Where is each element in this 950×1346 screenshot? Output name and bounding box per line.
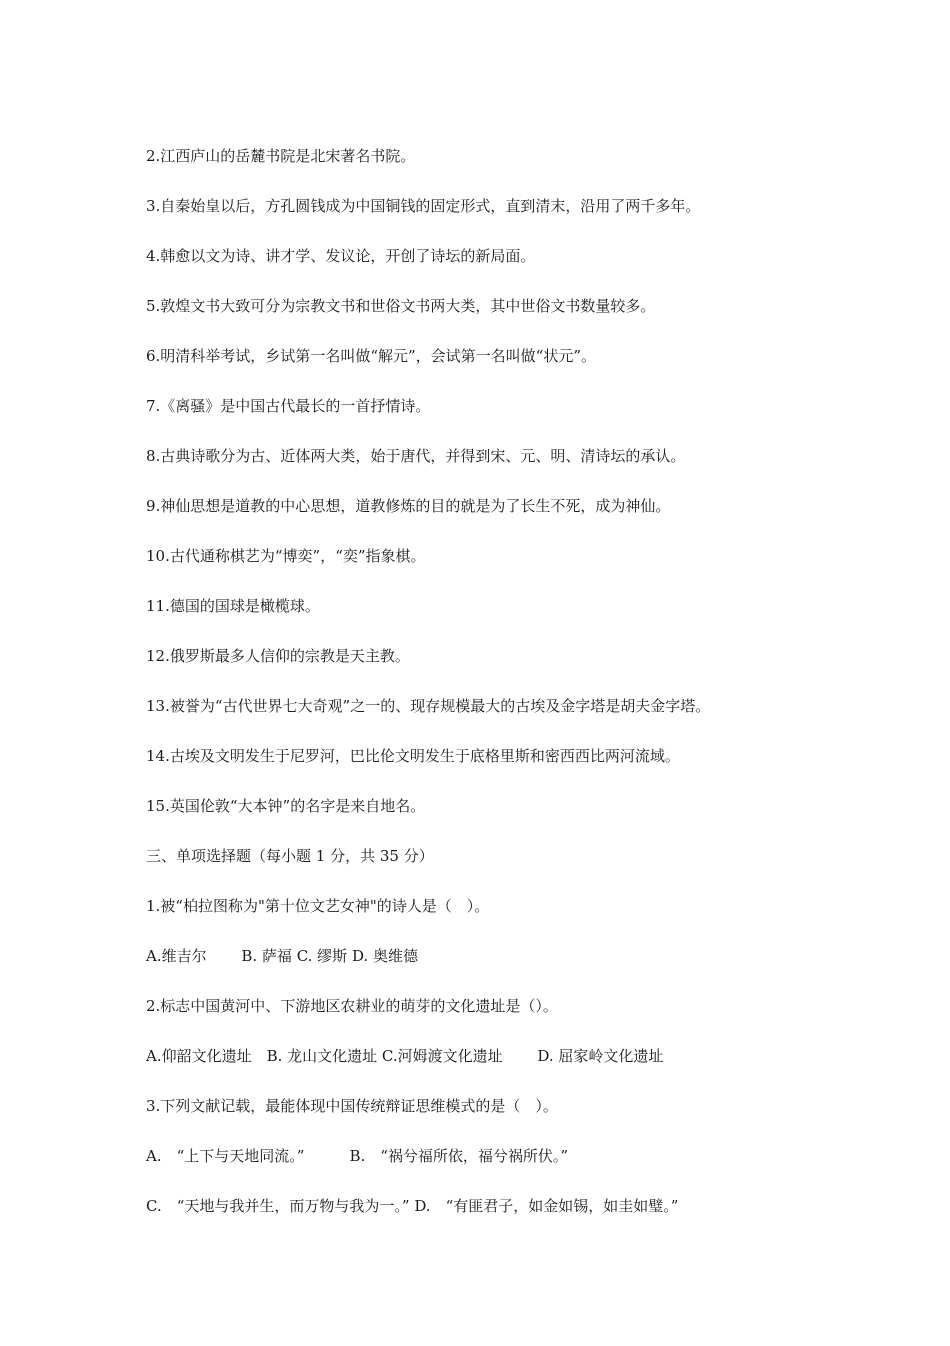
question-2-options: A.仰韶文化遗址 B. 龙山文化遗址 C.河姆渡文化遗址 D. 屈家岭文化遗址	[146, 1047, 664, 1065]
statement-3: 3.自秦始皇以后，方孔圆钱成为中国铜钱的固定形式，直到清末，沿用了两千多年。	[146, 197, 701, 215]
statement-8: 8.古典诗歌分为古、近体两大类，始于唐代，并得到宋、元、明、清诗坛的承认。	[146, 447, 686, 465]
question-1: 1.被“柏拉图称为"第十位文艺女神"的诗人是（ ）。	[146, 897, 490, 915]
statement-4: 4.韩愈以文为诗、讲才学、发议论，开创了诗坛的新局面。	[146, 247, 536, 265]
statement-11: 11.德国的国球是橄榄球。	[146, 597, 320, 615]
statement-15: 15.英国伦敦“大本钟”的名字是来自地名。	[146, 797, 426, 815]
statement-7: 7.《离骚》是中国古代最长的一首抒情诗。	[146, 397, 431, 415]
statement-9: 9.神仙思想是道教的中心思想，道教修炼的目的就是为了长生不死，成为神仙。	[146, 497, 671, 515]
question-3: 3.下列文献记载，最能体现中国传统辩证思维模式的是（ ）。	[146, 1097, 558, 1115]
statement-6: 6.明清科举考试，乡试第一名叫做“解元”，会试第一名叫做“状元”。	[146, 347, 596, 365]
statement-2: 2.江西庐山的岳麓书院是北宋著名书院。	[146, 147, 416, 165]
statement-14: 14.古埃及文明发生于尼罗河，巴比伦文明发生于底格里斯和密西西比两河流域。	[146, 747, 680, 765]
question-2: 2.标志中国黄河中、下游地区农耕业的萌芽的文化遗址是（）。	[146, 997, 558, 1015]
question-1-options: A.维吉尔 B. 萨福 C. 缪斯 D. 奥维德	[146, 947, 418, 965]
statement-13: 13.被誉为“古代世界七大奇观”之一的、现存规模最大的古埃及金字塔是胡夫金字塔。	[146, 697, 711, 715]
question-3-options-cd: C. “天地与我并生，而万物与我为一。” D. “有匪君子，如金如锡，如圭如璧。”	[146, 1197, 679, 1215]
statement-12: 12.俄罗斯最多人信仰的宗教是天主教。	[146, 647, 410, 665]
statement-10: 10.古代通称棋艺为“博奕”，“奕”指象棋。	[146, 547, 426, 565]
section-heading: 三、单项选择题（每小题 1 分，共 35 分）	[146, 847, 434, 865]
statement-5: 5.敦煌文书大致可分为宗教文书和世俗文书两大类，其中世俗文书数量较多。	[146, 297, 656, 315]
question-3-options-ab: A. “上下与天地同流。” B. “祸兮福所依，福兮祸所伏。”	[146, 1147, 569, 1165]
